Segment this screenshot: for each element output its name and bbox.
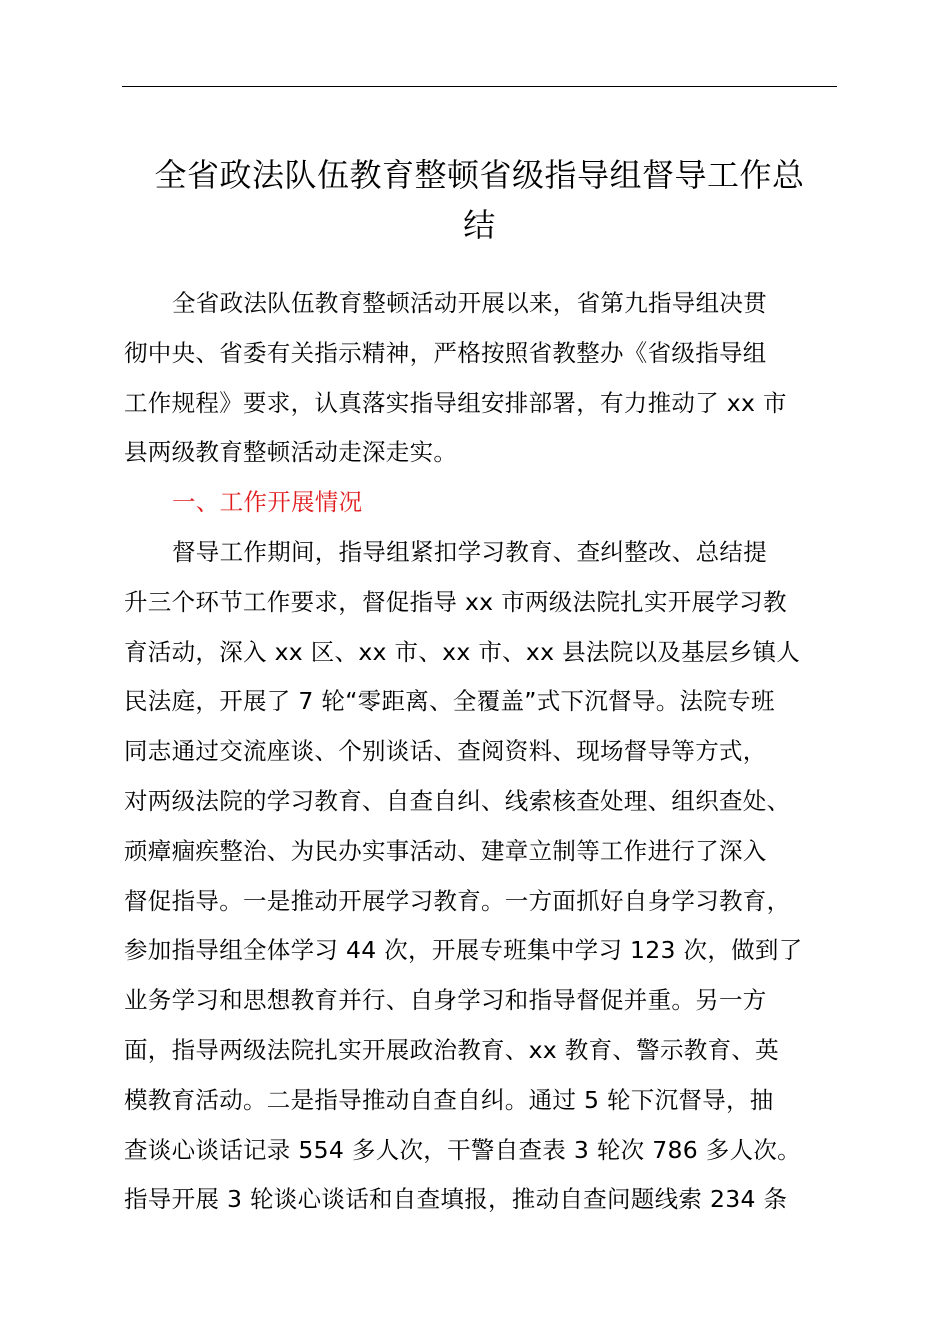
- section-paragraph-line: 业务学习和思想教育并行、自身学习和指导督促并重。另一方: [124, 986, 767, 1015]
- header-rule: [122, 86, 837, 87]
- section-heading: 一、工作开展情况: [172, 488, 363, 517]
- intro-paragraph-line: 工作规程》要求，认真落实指导组安排部署，有力推动了 xx 市: [124, 388, 787, 417]
- page-title: [122, 150, 837, 250]
- title-line: 全省政法队伍教育整顿省级指导组督导工作总: [154, 156, 805, 194]
- section-paragraph-line: 对两级法院的学习教育、自查自纠、线索核查处理、组织查处、: [124, 786, 791, 815]
- section-paragraph-line: 升三个环节工作要求，督促指导 xx 市两级法院扎实开展学习教: [124, 587, 787, 616]
- intro-paragraph-line: 县两级教育整顿活动走深走实。: [124, 438, 458, 467]
- document-body: [124, 279, 840, 1225]
- section-paragraph-line: 模教育活动。二是指导推动自查自纠。通过 5 轮下沉督导，抽: [124, 1085, 774, 1114]
- section-paragraph-line: 育活动，深入 xx 区、xx 市、xx 市、xx 县法院以及基层乡镇人: [124, 637, 801, 666]
- section-paragraph-line: 面，指导两级法院扎实开展政治教育、xx 教育、警示教育、英: [124, 1035, 779, 1064]
- section-paragraph-line: 同志通过交流座谈、个别谈话、查阅资料、现场督导等方式，: [124, 737, 767, 766]
- section-paragraph-line: 督导工作期间，指导组紧扣学习教育、查纠整改、总结提: [172, 537, 767, 566]
- section-paragraph-line: 参加指导组全体学习 44 次，开展专班集中学习 123 次，做到了: [124, 936, 803, 965]
- intro-paragraph-line: 全省政法队伍教育整顿活动开展以来，省第九指导组决贯: [172, 289, 767, 317]
- section-paragraph-line: 民法庭，开展了 7 轮“零距离、全覆盖”式下沉督导。法院专班: [124, 687, 775, 716]
- title-line: 结: [463, 206, 496, 244]
- section-paragraph-line: 督促指导。一是推动开展学习教育。一方面抓好自身学习教育，: [124, 886, 791, 915]
- section-paragraph-line: 查谈心谈话记录 554 多人次，干警自查表 3 轮次 786 多人次。: [124, 1135, 801, 1164]
- intro-paragraph-line: 彻中央、省委有关指示精神，严格按照省教整办《省级指导组: [124, 338, 767, 367]
- section-paragraph-line: 指导开展 3 轮谈心谈话和自查填报，推动自查问题线索 234 条: [124, 1185, 788, 1214]
- section-paragraph-line: 顽瘴痼疾整治、为民办实事活动、建章立制等工作进行了深入: [124, 836, 767, 865]
